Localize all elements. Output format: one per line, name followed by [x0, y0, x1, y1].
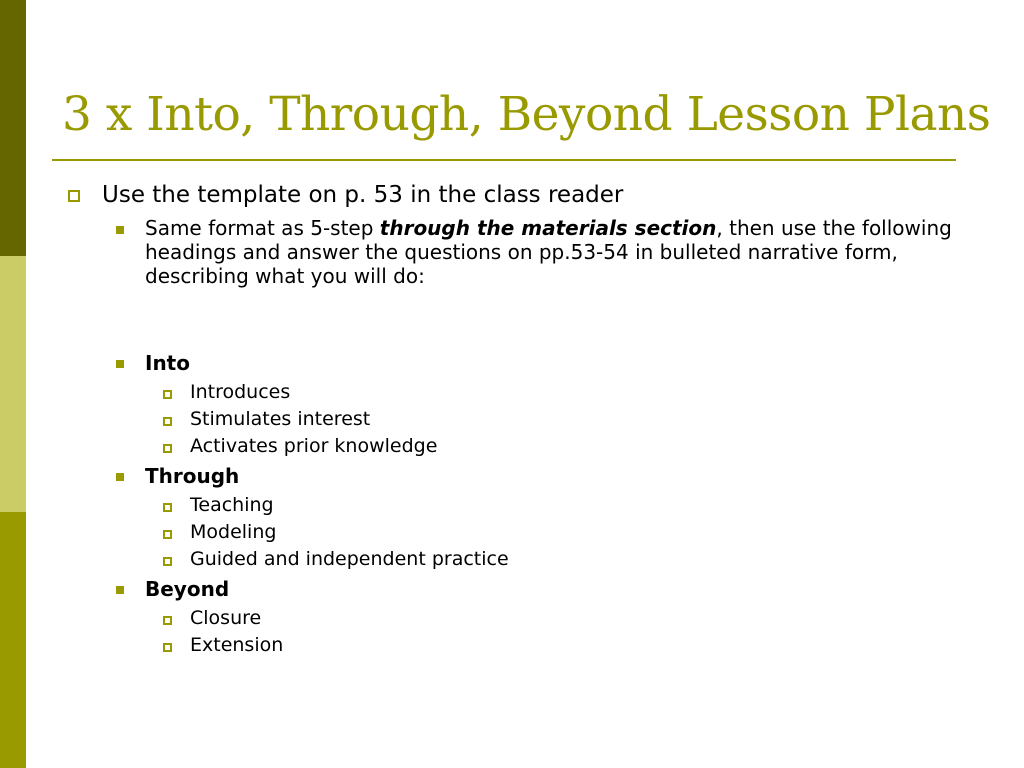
- hollow-square-bullet-icon: [163, 390, 172, 399]
- slide-title: 3 x Into, Through, Beyond Lesson Plans: [62, 87, 991, 142]
- list-item: Modeling: [190, 521, 277, 543]
- format-instructions-tail: , then use the following headings and answer the questions on pp.53-54 in bulleted narrative form, describing what you will do:: [145, 216, 952, 288]
- hollow-square-bullet-icon: [163, 503, 172, 512]
- side-bar-middle: [0, 256, 26, 512]
- hollow-square-bullet-icon: [163, 643, 172, 652]
- side-bar-top: [0, 0, 26, 256]
- format-instructions-lead: Same format as 5-step: [145, 216, 380, 240]
- list-item: Stimulates interest: [190, 408, 371, 430]
- list-item: Introduces: [190, 381, 291, 403]
- filled-square-bullet-icon: [116, 586, 124, 594]
- filled-square-bullet-icon: [116, 226, 124, 234]
- filled-square-bullet-icon: [116, 360, 124, 368]
- list-item: Teaching: [190, 494, 274, 516]
- bullet-template-note: Use the template on p. 53 in the class reader: [102, 182, 624, 208]
- side-bar-bottom: [0, 512, 26, 768]
- hollow-square-bullet-icon: [163, 557, 172, 566]
- list-item: Guided and independent practice: [190, 548, 509, 570]
- filled-square-bullet-icon: [116, 473, 124, 481]
- section-heading-beyond: Beyond: [145, 577, 230, 601]
- format-instructions: [145, 216, 965, 288]
- hollow-square-bullet-icon: [163, 530, 172, 539]
- list-item: Closure: [190, 607, 262, 629]
- list-item: Activates prior knowledge: [190, 435, 438, 457]
- section-heading-into: Into: [145, 351, 190, 375]
- hollow-square-bullet-icon: [163, 417, 172, 426]
- hollow-square-bullet-icon: [163, 444, 172, 453]
- title-underline: [52, 159, 956, 161]
- hollow-square-bullet-icon: [68, 190, 80, 202]
- list-item: Extension: [190, 634, 284, 656]
- section-heading-through: Through: [145, 464, 240, 488]
- format-instructions-emphasis: through the materials section: [379, 216, 717, 240]
- hollow-square-bullet-icon: [163, 616, 172, 625]
